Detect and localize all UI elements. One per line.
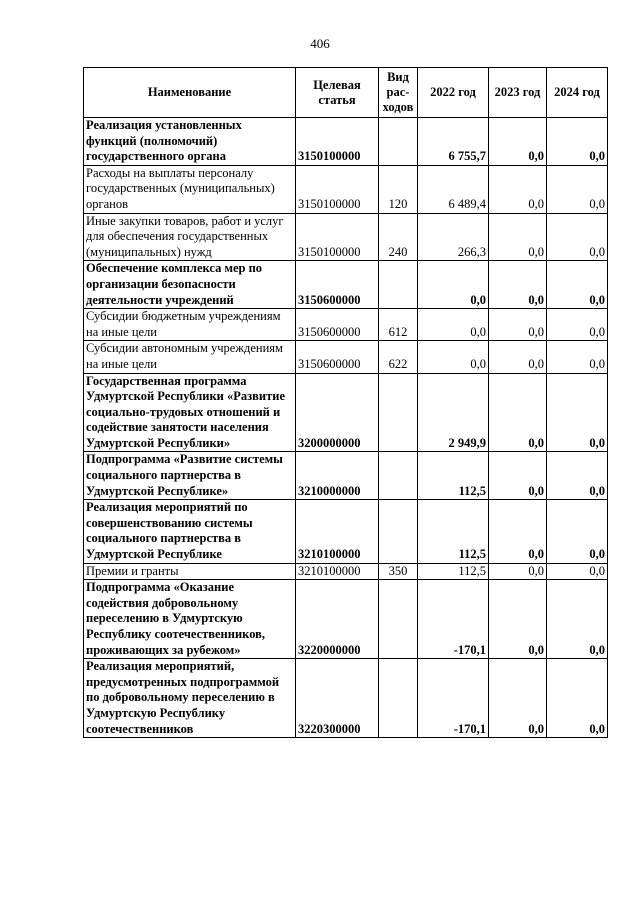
table-row (84, 261, 608, 309)
row-2023: 0,0 (489, 659, 547, 738)
row-2022: 6 489,4 (418, 165, 489, 213)
row-2023: 0,0 (489, 341, 547, 373)
row-2022: 0,0 (418, 309, 489, 341)
header-2022: 2022 год (418, 68, 489, 118)
row-name: Государственная программа Удмуртской Республики «Развитие социально-трудовых отношений и содействие занятости населения Удмуртской Республики» (84, 373, 296, 452)
header-2024: 2024 год (547, 68, 608, 118)
page-number: 406 (310, 36, 330, 51)
row-name: Премии и гранты (84, 563, 296, 580)
table-row (84, 563, 608, 580)
row-type: 350 (379, 563, 418, 580)
row-2024: 0,0 (547, 213, 608, 261)
row-type: 240 (379, 213, 418, 261)
row-type: 622 (379, 341, 418, 373)
row-2023: 0,0 (489, 500, 547, 563)
row-name: Обеспечение комплекса мер по организации безопасности деятельности учреждений (84, 261, 296, 309)
row-2024: 0,0 (547, 452, 608, 500)
header-2023: 2023 год (489, 68, 547, 118)
header-code: Целевая статья (296, 68, 379, 118)
row-code: 3150100000 (296, 118, 379, 166)
row-code: 3210100000 (296, 563, 379, 580)
row-code: 3210000000 (296, 452, 379, 500)
row-2024: 0,0 (547, 118, 608, 166)
row-2022: 6 755,7 (418, 118, 489, 166)
row-name: Субсидии автономным учреждениям на иные цели (84, 341, 296, 373)
table-row (84, 341, 608, 373)
table-row (84, 452, 608, 500)
row-type (379, 500, 418, 563)
header-name: Наименование (84, 68, 296, 118)
table-row (84, 309, 608, 341)
table-row (84, 373, 608, 452)
row-2024: 0,0 (547, 563, 608, 580)
row-name: Подпрограмма «Оказание содействия добровольному переселению в Удмуртскую Республику соотечественников, проживающих за рубежом» (84, 580, 296, 659)
row-2022: -170,1 (418, 659, 489, 738)
row-2023: 0,0 (489, 373, 547, 452)
row-2022: 0,0 (418, 261, 489, 309)
row-name: Реализация установленных функций (полномочий) государственного органа (84, 118, 296, 166)
row-name: Подпрограмма «Развитие системы социального партнерства в Удмуртской Республике» (84, 452, 296, 500)
table-header-row (84, 68, 608, 118)
row-code: 3220000000 (296, 580, 379, 659)
row-name: Расходы на выплаты персоналу государственных (муниципальных) органов (84, 165, 296, 213)
row-type (379, 373, 418, 452)
table-row (84, 500, 608, 563)
row-code: 3210100000 (296, 500, 379, 563)
row-name: Субсидии бюджетным учреждениям на иные цели (84, 309, 296, 341)
row-2024: 0,0 (547, 373, 608, 452)
row-name: Реализация мероприятий, предусмотренных подпрограммой по добровольному переселению в Удмуртскую Республику соотечественников (84, 659, 296, 738)
row-2023: 0,0 (489, 213, 547, 261)
row-code: 3220300000 (296, 659, 379, 738)
row-code: 3150600000 (296, 261, 379, 309)
row-code: 3200000000 (296, 373, 379, 452)
row-2022: 2 949,9 (418, 373, 489, 452)
row-type: 612 (379, 309, 418, 341)
row-2023: 0,0 (489, 452, 547, 500)
row-2023: 0,0 (489, 563, 547, 580)
row-2022: 0,0 (418, 341, 489, 373)
row-type: 120 (379, 165, 418, 213)
row-2024: 0,0 (547, 580, 608, 659)
row-type (379, 261, 418, 309)
row-2023: 0,0 (489, 309, 547, 341)
row-type (379, 580, 418, 659)
row-2024: 0,0 (547, 341, 608, 373)
row-2024: 0,0 (547, 659, 608, 738)
row-name: Реализация мероприятий по совершенствованию системы социального партнерства в Удмуртской Республике (84, 500, 296, 563)
table-row (84, 165, 608, 213)
header-type: Вид рас-ходов (379, 68, 418, 118)
table-row (84, 213, 608, 261)
row-2023: 0,0 (489, 165, 547, 213)
row-code: 3150600000 (296, 309, 379, 341)
row-2024: 0,0 (547, 500, 608, 563)
row-2023: 0,0 (489, 118, 547, 166)
row-code: 3150100000 (296, 213, 379, 261)
row-2023: 0,0 (489, 261, 547, 309)
row-2022: 112,5 (418, 452, 489, 500)
row-name: Иные закупки товаров, работ и услуг для обеспечения государственных (муниципальных) нужд (84, 213, 296, 261)
row-2023: 0,0 (489, 580, 547, 659)
table-row (84, 118, 608, 166)
row-2024: 0,0 (547, 261, 608, 309)
row-2022: 112,5 (418, 563, 489, 580)
table-row (84, 659, 608, 738)
row-2022: 266,3 (418, 213, 489, 261)
row-2024: 0,0 (547, 309, 608, 341)
budget-table (83, 67, 608, 738)
row-type (379, 118, 418, 166)
row-2022: 112,5 (418, 500, 489, 563)
row-type (379, 452, 418, 500)
row-2022: -170,1 (418, 580, 489, 659)
table-row (84, 580, 608, 659)
row-type (379, 659, 418, 738)
row-2024: 0,0 (547, 165, 608, 213)
row-code: 3150100000 (296, 165, 379, 213)
row-code: 3150600000 (296, 341, 379, 373)
